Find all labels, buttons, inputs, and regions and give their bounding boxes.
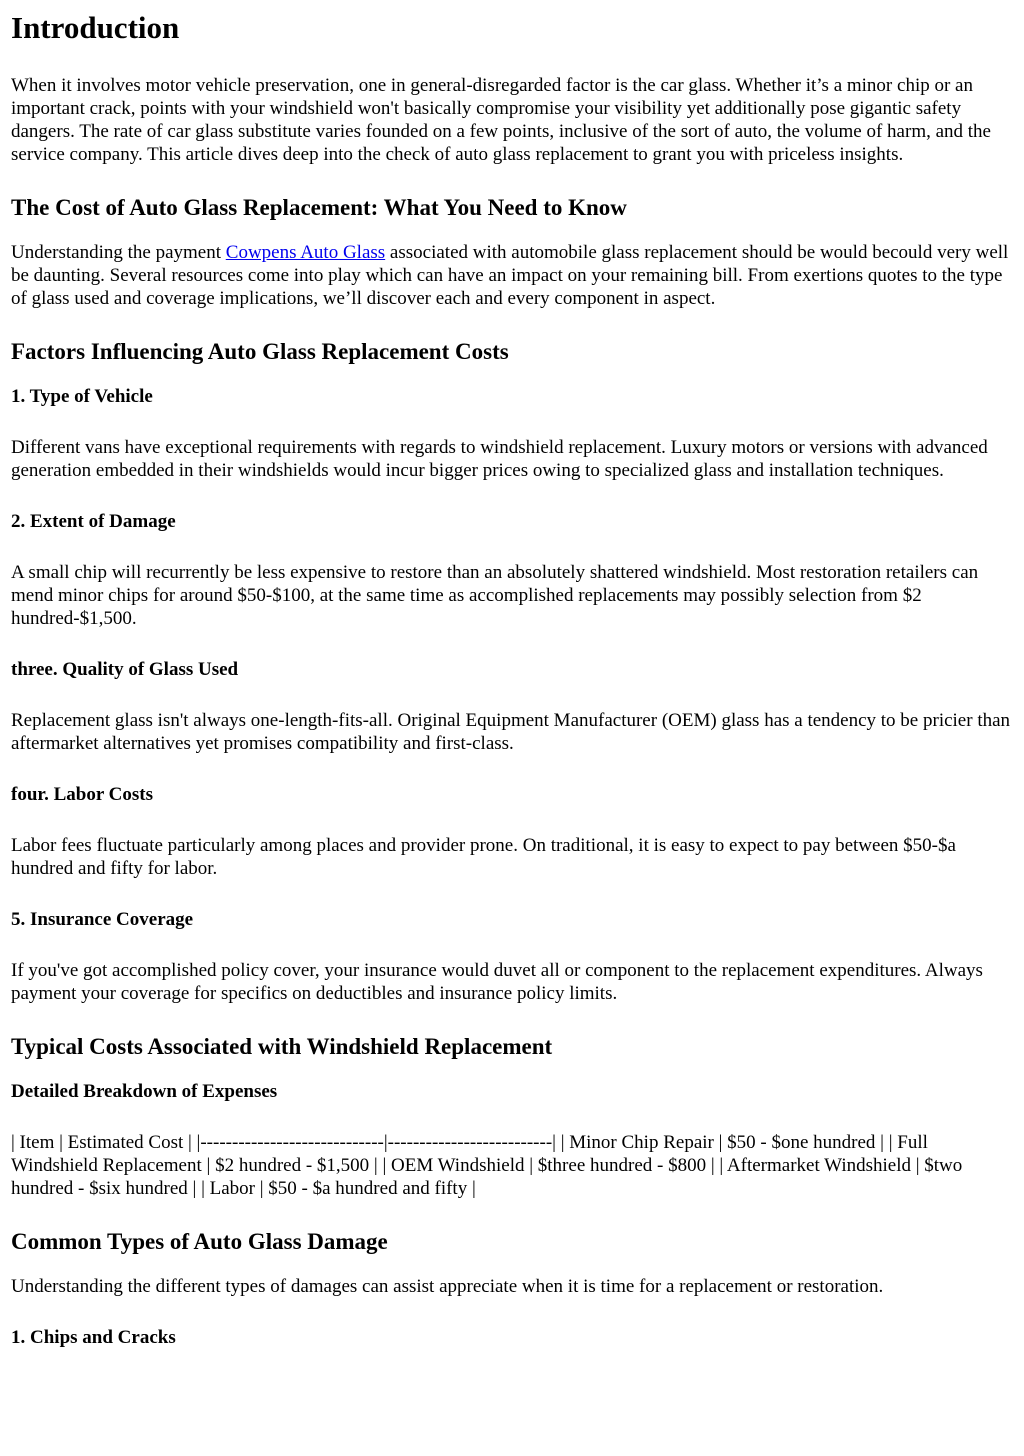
cost-table-text: | Item | Estimated Cost | |-----------------------------|--------------------------| | Minor Chip Repair | $50 - $one hundred | | Full Windshield Replacement | $2 hundred - $1,500 | | OEM Windshield | $three hundred - $800 | | Aftermarket Windshield | $two hundred - $six hundred | | Labor | $50 - $a hundred and fifty | [11, 1132, 963, 1199]
cowpens-auto-glass-link[interactable]: Cowpens Auto Glass [225, 242, 386, 263]
typical-costs-heading: Typical Costs Associated with Windshield Replacement [11, 1034, 553, 1059]
factor-text-insurance: If you've got accomplished policy cover, your insurance would duvet all or component to the replacement expenditures. Always payment your coverage for specifics on deductibles and insurance policy limits. [11, 960, 983, 1004]
article [0, 10, 1024, 1349]
damage-types-heading: Common Types of Auto Glass Damage [11, 1229, 388, 1254]
factor-title-damage-extent: 2. Extent of Damage [11, 511, 176, 532]
cost-paragraph-lead: Understanding the payment [11, 242, 226, 263]
intro-paragraph: When it involves motor vehicle preservation, one in general-disregarded factor is the car glass. Whether it’s a minor chip or an important crack, points with your windshield won't basically compromise your visibility yet additionally pose gigantic safety dangers. The rate of car glass substitute varies founded on a few points, inclusive of the sort of auto, the volume of harm, and the service company. This article dives deep into the check of auto glass replacement to grant you with priceless insights. [11, 75, 991, 165]
page-title: Introduction [11, 10, 180, 45]
damage-types-paragraph: Understanding the different types of damages can assist appreciate when it is time for a replacement or restoration. [11, 1276, 884, 1297]
cost-section-heading: The Cost of Auto Glass Replacement: What You Need to Know [11, 195, 627, 220]
factor-text-vehicle-type: Different vans have exceptional requirements with regards to windshield replacement. Luxury motors or versions with advanced generation embedded in their windshields would incur bigger prices owing to specialized glass and installation techniques. [11, 437, 988, 481]
factor-text-damage-extent: A small chip will recurrently be less expensive to restore than an absolutely shattered windshield. Most restoration retailers can mend minor chips for around $50-$100, at the same time as accomplished replacements may possibly selection from $2 hundred-$1,500. [11, 562, 979, 629]
factor-text-labor-costs: Labor fees fluctuate particularly among places and provider prone. On traditional, it is easy to expect to pay between $50-$a hundred and fifty for labor. [11, 835, 956, 879]
cost-paragraph-rest: associated with automobile glass replacement should be would becould very well be daunting. Several resources come into play which can have an impact on your remaining bill. From exertions quotes to the type of glass used and coverage implications, we’ll discover each and every component in aspect. [11, 242, 1009, 309]
expenses-breakdown-heading: Detailed Breakdown of Expenses [11, 1081, 278, 1102]
factor-title-insurance: 5. Insurance Coverage [11, 909, 194, 930]
cost-section-paragraph [11, 241, 1014, 310]
damage-type-title-chips: 1. Chips and Cracks [11, 1327, 176, 1348]
factors-heading: Factors Influencing Auto Glass Replacement Costs [11, 339, 509, 364]
factor-title-labor-costs: four. Labor Costs [11, 784, 153, 805]
factor-title-vehicle-type: 1. Type of Vehicle [11, 386, 153, 407]
factor-title-glass-quality: three. Quality of Glass Used [11, 659, 239, 680]
factor-text-glass-quality: Replacement glass isn't always one-length-fits-all. Original Equipment Manufacturer (OEM) glass has a tendency to be pricier than aftermarket alternatives yet promises compatibility and first-class. [11, 710, 1011, 754]
